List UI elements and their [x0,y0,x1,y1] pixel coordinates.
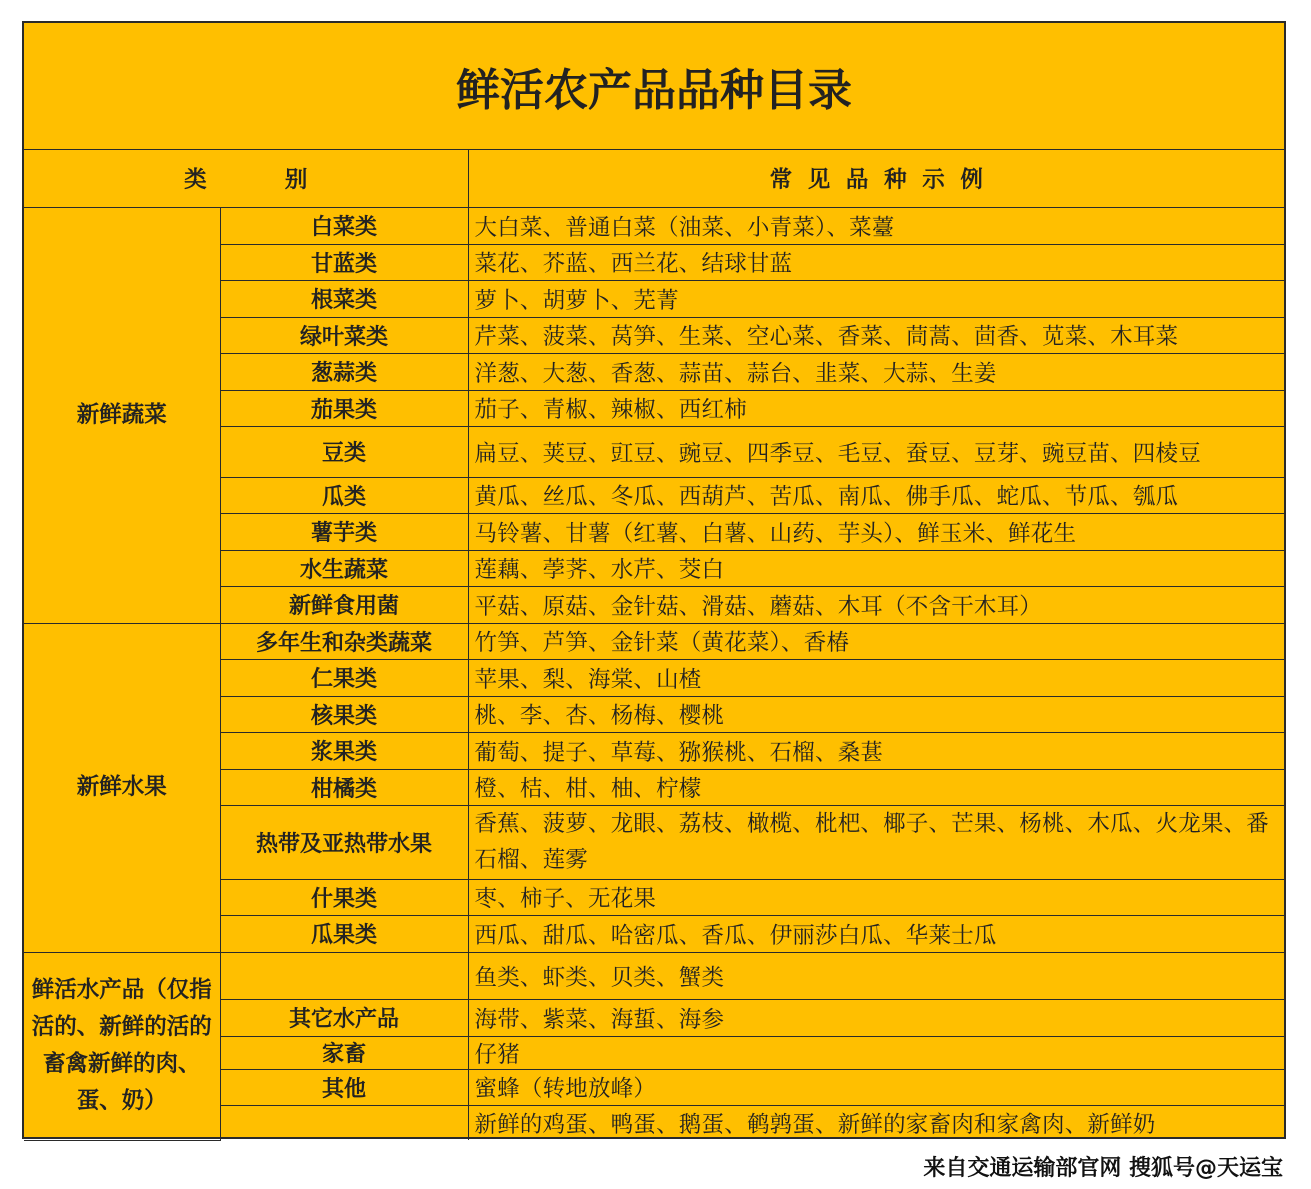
table-header-row [24,150,1284,207]
subcategory-cell: 根菜类 [220,280,468,317]
subcategory-cell: 多年生和杂类蔬菜 [220,623,468,659]
header-category: 类 别 [24,150,468,207]
subcategory-cell: 什果类 [220,879,468,915]
group-aquatic: 鲜活水产品（仅指活的、新鲜的活的畜禽新鲜的肉、蛋、奶） [24,952,220,1140]
examples-cell: 菜花、芥蓝、西兰花、结球甘蓝 [468,244,1284,280]
subcategory-cell: 豆类 [220,426,468,477]
examples-cell: 大白菜、普通白菜（油菜、小青菜）、菜薹 [468,207,1284,244]
source-caption: 来自交通运输部官网 搜狐号@天运宝 [923,1156,1283,1181]
subcategory-cell: 葱蒜类 [220,353,468,390]
subcategory-cell: 核果类 [220,696,468,732]
examples-cell: 香蕉、菠萝、龙眼、荔枝、橄榄、枇杷、椰子、芒果、杨桃、木瓜、火龙果、番石榴、莲雾 [468,805,1284,879]
subcategory-cell: 水生蔬菜 [220,550,468,586]
examples-cell: 海带、紫菜、海蜇、海参 [468,999,1284,1036]
examples-cell: 苹果、梨、海棠、山楂 [468,659,1284,696]
examples-cell: 茄子、青椒、辣椒、西红柿 [468,390,1284,426]
examples-cell: 仔猪 [468,1036,1284,1069]
table-row [24,952,1284,999]
table-row [24,623,1284,659]
examples-cell: 马铃薯、甘薯（红薯、白薯、山药、芋头）、鲜玉米、鲜花生 [468,513,1284,550]
examples-cell: 新鲜的鸡蛋、鸭蛋、鹅蛋、鹌鹑蛋、新鲜的家畜肉和家禽肉、新鲜奶 [468,1105,1284,1140]
subcategory-cell: 浆果类 [220,732,468,769]
examples-cell: 橙、桔、柑、柚、柠檬 [468,769,1284,805]
page-title: 鲜活农产品品种目录 [24,23,1284,150]
examples-cell: 鱼类、虾类、贝类、蟹类 [468,952,1284,999]
subcategory-cell: 新鲜食用菌 [220,586,468,623]
table-row [24,207,1284,244]
group-fruits: 新鲜水果 [24,623,220,952]
examples-cell: 扁豆、荚豆、豇豆、豌豆、四季豆、毛豆、蚕豆、豆芽、豌豆苗、四棱豆 [468,426,1284,477]
subcategory-cell: 家畜 [220,1036,468,1069]
subcategory-cell: 薯芋类 [220,513,468,550]
examples-cell: 蜜蜂（转地放峰） [468,1069,1284,1105]
group-vegetables: 新鲜蔬菜 [24,207,220,623]
catalog-document [22,21,1286,1139]
subcategory-cell: 瓜类 [220,477,468,513]
examples-cell: 西瓜、甜瓜、哈密瓜、香瓜、伊丽莎白瓜、华莱士瓜 [468,915,1284,952]
examples-cell: 平菇、原菇、金针菇、滑菇、蘑菇、木耳（不含干木耳） [468,586,1284,623]
subcategory-cell: 柑橘类 [220,769,468,805]
examples-cell: 桃、李、杏、杨梅、樱桃 [468,696,1284,732]
examples-cell: 洋葱、大葱、香葱、蒜苗、蒜台、韭菜、大蒜、生姜 [468,353,1284,390]
examples-cell: 萝卜、胡萝卜、芜菁 [468,280,1284,317]
subcategory-cell: 其它水产品 [220,999,468,1036]
subcategory-cell: 绿叶菜类 [220,317,468,353]
subcategory-cell [220,1105,468,1140]
examples-cell: 黄瓜、丝瓜、冬瓜、西葫芦、苦瓜、南瓜、佛手瓜、蛇瓜、节瓜、瓠瓜 [468,477,1284,513]
examples-cell: 竹笋、芦笋、金针菜（黄花菜）、香椿 [468,623,1284,659]
catalog-table [24,150,1284,1141]
subcategory-cell: 其他 [220,1069,468,1105]
header-examples: 常 见 品 种 示 例 [468,150,1284,207]
subcategory-cell: 甘蓝类 [220,244,468,280]
examples-cell: 芹菜、菠菜、莴笋、生菜、空心菜、香菜、茼蒿、茴香、苋菜、木耳菜 [468,317,1284,353]
subcategory-cell: 热带及亚热带水果 [220,805,468,879]
examples-cell: 葡萄、提子、草莓、猕猴桃、石榴、桑葚 [468,732,1284,769]
examples-cell: 莲藕、荸荠、水芹、茭白 [468,550,1284,586]
subcategory-cell: 仁果类 [220,659,468,696]
subcategory-cell: 瓜果类 [220,915,468,952]
examples-cell: 枣、柿子、无花果 [468,879,1284,915]
subcategory-cell: 白菜类 [220,207,468,244]
subcategory-cell [220,952,468,999]
subcategory-cell: 茄果类 [220,390,468,426]
